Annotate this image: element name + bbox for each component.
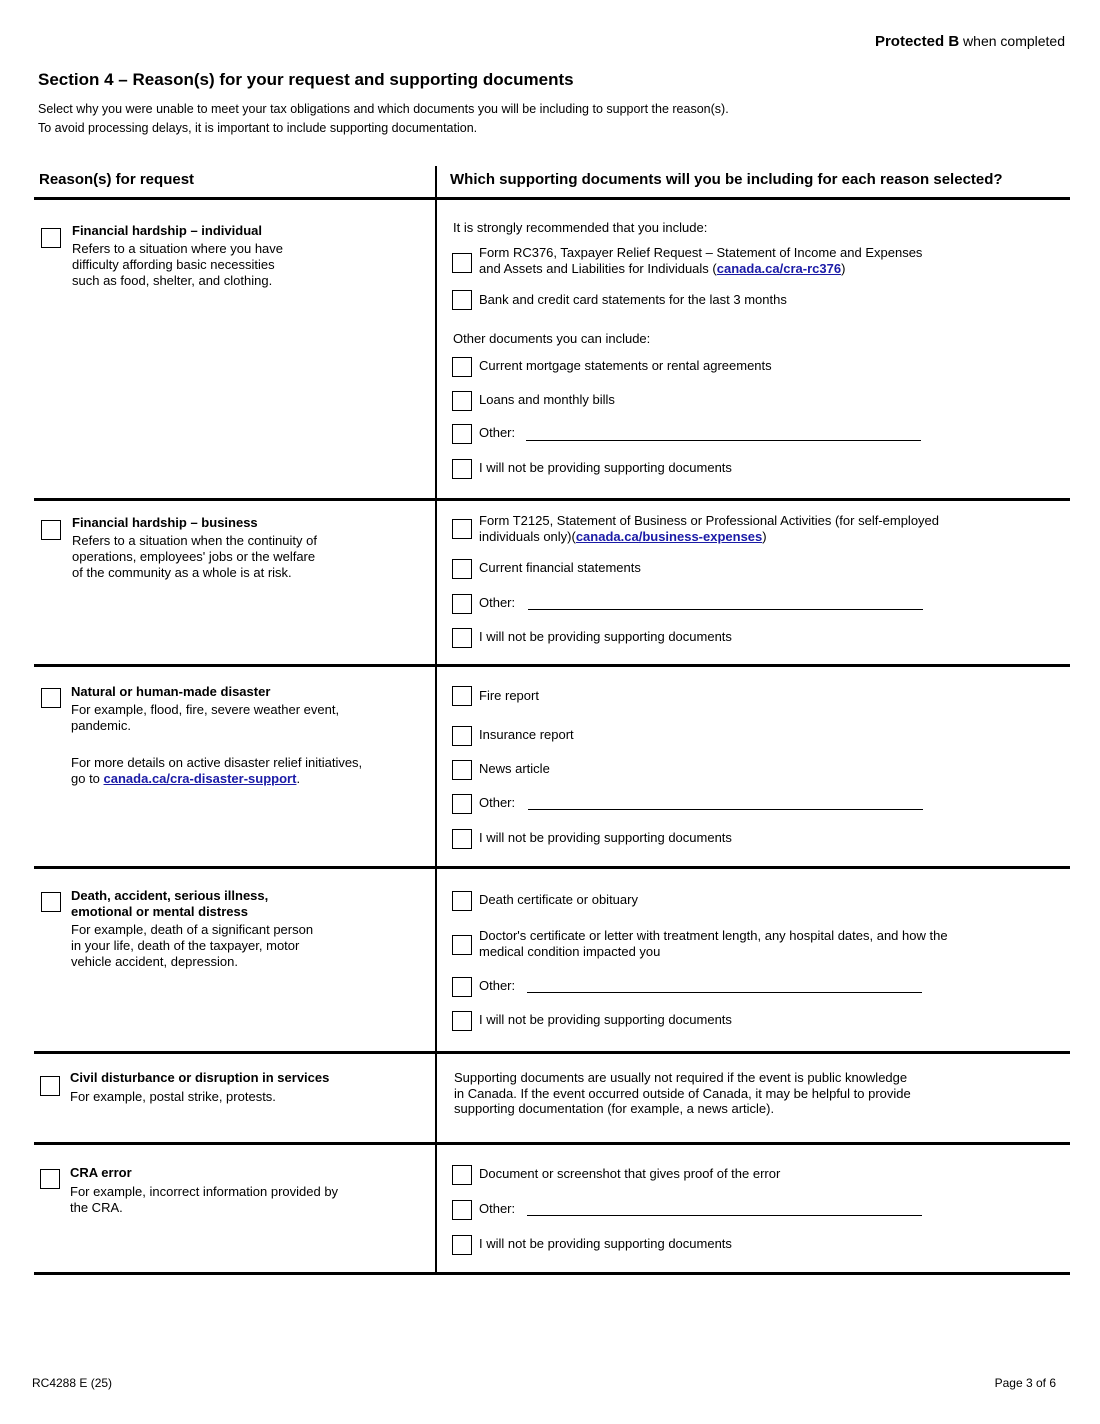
- recommended-label: It is strongly recommended that you include:: [453, 220, 708, 235]
- other-text-field[interactable]: [526, 440, 921, 441]
- fire-report-checkbox[interactable]: [452, 686, 472, 706]
- news-article-label: News article: [479, 761, 550, 776]
- section-intro: Select why you were unable to meet your tax obligations and which documents you will be including to support the reason(s). To avoid processing delays, it is important to include supporting documentation.: [38, 102, 729, 135]
- row-divider: [34, 1051, 1070, 1054]
- form-t2125-checkbox[interactable]: [452, 519, 472, 539]
- no-documents-checkbox[interactable]: [452, 1011, 472, 1031]
- form-t2125-label: Form T2125, Statement of Business or Professional Activities (for self-employed individuals only)(canada.ca/business-expenses): [479, 513, 940, 544]
- financial-hardship-business-checkbox[interactable]: [41, 520, 61, 540]
- other-label: Other:: [479, 595, 516, 610]
- other-checkbox[interactable]: [452, 794, 472, 814]
- death-certificate-checkbox[interactable]: [452, 891, 472, 911]
- bank-statements-checkbox[interactable]: [452, 290, 472, 310]
- reason-financial-hardship-business: Financial hardship – business Refers to a situation when the continuity of operations, employees' jobs or the welfare of the community as a whole is at risk.: [72, 515, 317, 580]
- no-documents-checkbox[interactable]: [452, 459, 472, 479]
- other-label: Other:: [479, 425, 516, 440]
- proof-of-error-checkbox[interactable]: [452, 1165, 472, 1185]
- column-divider: [435, 166, 437, 1275]
- row-divider: [34, 498, 1070, 501]
- business-expenses-link[interactable]: canada.ca/business-expenses: [575, 529, 763, 544]
- column-header-reasons: Reason(s) for request: [39, 171, 195, 188]
- other-text-field[interactable]: [527, 1215, 922, 1216]
- other-label: Other:: [479, 1201, 516, 1216]
- protected-label: Protected B when completed: [874, 33, 1065, 50]
- other-checkbox[interactable]: [452, 424, 472, 444]
- reason-disaster: Natural or human-made disaster For example, flood, fire, severe weather event, pandemic. For more details on active disaster relief initiatives, go to canada.ca/cra-disaster-support.: [71, 684, 363, 786]
- section-title: Section 4 – Reason(s) for your request and supporting documents: [38, 70, 574, 89]
- no-documents-label: I will not be providing supporting documents: [479, 830, 732, 845]
- no-documents-checkbox[interactable]: [452, 829, 472, 849]
- doctors-certificate-checkbox[interactable]: [452, 935, 472, 955]
- row-divider: [34, 866, 1070, 869]
- death-illness-checkbox[interactable]: [41, 892, 61, 912]
- other-checkbox[interactable]: [452, 594, 472, 614]
- column-header-documents: Which supporting documents will you be including for each reason selected?: [450, 171, 1003, 188]
- form-rc376-checkbox[interactable]: [452, 253, 472, 273]
- news-article-checkbox[interactable]: [452, 760, 472, 780]
- civil-disturbance-note: Supporting documents are usually not required if the event is public knowledge in Canada. If the event occurred outside of Canada, it may be helpful to provide supporting documentation (for example, a news article).: [454, 1070, 911, 1116]
- financial-statements-checkbox[interactable]: [452, 559, 472, 579]
- civil-disturbance-checkbox[interactable]: [40, 1076, 60, 1096]
- other-text-field[interactable]: [528, 809, 923, 810]
- death-certificate-label: Death certificate or obituary: [479, 892, 638, 907]
- mortgage-statements-checkbox[interactable]: [452, 357, 472, 377]
- cra-error-checkbox[interactable]: [40, 1169, 60, 1189]
- other-checkbox[interactable]: [452, 977, 472, 997]
- row-divider: [34, 197, 1070, 200]
- form-number: RC4288 E (25): [32, 1376, 113, 1390]
- other-documents-label: Other documents you can include:: [453, 331, 651, 346]
- other-checkbox[interactable]: [452, 1200, 472, 1220]
- form-rc376-label: Form RC376, Taxpayer Relief Request – Statement of Income and Expenses and Assets and Liabilities for Individuals (canada.ca/cra-rc376): [479, 245, 923, 276]
- row-divider: [34, 664, 1070, 667]
- insurance-report-checkbox[interactable]: [452, 726, 472, 746]
- table-header: [34, 166, 1070, 198]
- loans-bills-label: Loans and monthly bills: [479, 392, 615, 407]
- row-divider: [34, 1142, 1070, 1145]
- disaster-support-link[interactable]: canada.ca/cra-disaster-support: [103, 771, 297, 786]
- proof-of-error-label: Document or screenshot that gives proof of the error: [479, 1166, 781, 1181]
- reason-cra-error: CRA error For example, incorrect information provided by the CRA.: [70, 1165, 339, 1215]
- reason-financial-hardship-individual: Financial hardship – individual Refers to a situation where you have difficulty affording basic necessities such as food, shelter, and clothing.: [72, 223, 284, 288]
- insurance-report-label: Insurance report: [479, 727, 574, 742]
- financial-statements-label: Current financial statements: [479, 560, 641, 575]
- financial-hardship-individual-checkbox[interactable]: [41, 228, 61, 248]
- reason-civil-disturbance: Civil disturbance or disruption in services For example, postal strike, protests.: [70, 1070, 330, 1104]
- no-documents-label: I will not be providing supporting documents: [479, 460, 732, 475]
- no-documents-label: I will not be providing supporting documents: [479, 1012, 732, 1027]
- loans-bills-checkbox[interactable]: [452, 391, 472, 411]
- other-label: Other:: [479, 795, 516, 810]
- disaster-checkbox[interactable]: [41, 688, 61, 708]
- mortgage-statements-label: Current mortgage statements or rental agreements: [479, 358, 772, 373]
- no-documents-label: I will not be providing supporting documents: [479, 629, 732, 644]
- reason-death-illness: Death, accident, serious illness, emotional or mental distress For example, death of a significant person in your life, death of the taxpayer, motor vehicle accident, depression.: [71, 888, 314, 969]
- no-documents-label: I will not be providing supporting documents: [479, 1236, 732, 1251]
- doctors-certificate-label: Doctor's certificate or letter with treatment length, any hospital dates, and how the medical condition impacted you: [479, 928, 948, 959]
- page-number: Page 3 of 6: [994, 1376, 1056, 1390]
- no-documents-checkbox[interactable]: [452, 628, 472, 648]
- row-divider: [34, 1272, 1070, 1275]
- other-text-field[interactable]: [528, 609, 923, 610]
- rc376-link[interactable]: canada.ca/cra-rc376: [716, 261, 842, 276]
- no-documents-checkbox[interactable]: [452, 1235, 472, 1255]
- fire-report-label: Fire report: [479, 688, 539, 703]
- bank-statements-label: Bank and credit card statements for the last 3 months: [479, 292, 787, 307]
- other-text-field[interactable]: [527, 992, 922, 993]
- other-label: Other:: [479, 978, 516, 993]
